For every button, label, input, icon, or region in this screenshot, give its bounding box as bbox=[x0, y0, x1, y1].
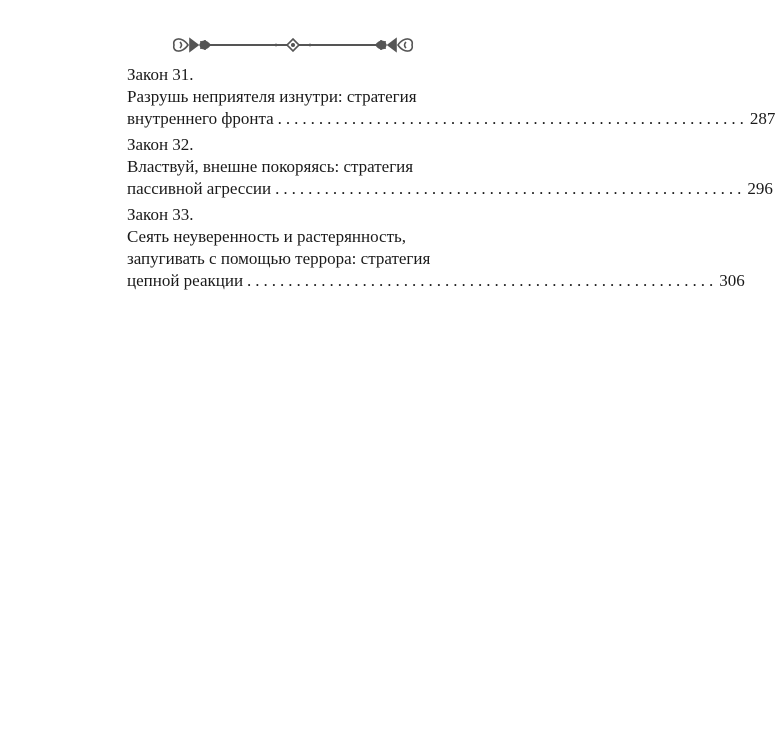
dot-leader: ......................................................... bbox=[247, 271, 718, 290]
page-number: 287 bbox=[749, 109, 775, 128]
law-number: Закон 31. bbox=[127, 65, 194, 84]
dot-leader: ......................................................... bbox=[277, 109, 748, 128]
chapter-title-line: Сеять неуверенность и растерянность, bbox=[127, 227, 407, 246]
law-number: Закон 32. bbox=[127, 135, 194, 154]
chapter-title-last-line bbox=[127, 270, 745, 292]
toc-entry-law-33[interactable] bbox=[127, 204, 745, 292]
chapter-title-last-line bbox=[127, 108, 775, 130]
chapter-title-line: Властвуй, внешне покоряясь: стратегия bbox=[127, 157, 414, 176]
chapter-title-line: Разрушь неприятеля изнутри: стратегия bbox=[127, 87, 417, 106]
chapter-title-text: внутреннего фронта bbox=[127, 109, 274, 128]
chapter-title-text: цепной реакции bbox=[127, 271, 244, 290]
toc-entry-law-31[interactable] bbox=[127, 64, 775, 130]
chapter-title-line: запугивать с помощью террора: стратегия bbox=[127, 249, 431, 268]
page-number: 296 bbox=[747, 179, 773, 198]
chapter-title-last-line bbox=[127, 178, 773, 200]
table-of-contents bbox=[127, 64, 775, 296]
scroll-ornament-icon bbox=[168, 32, 418, 58]
dot-leader: ......................................................... bbox=[275, 179, 746, 198]
law-number: Закон 33. bbox=[127, 205, 194, 224]
page-number: 306 bbox=[719, 271, 745, 290]
toc-entry-law-32[interactable] bbox=[127, 134, 773, 200]
chapter-title-text: пассивной агрессии bbox=[127, 179, 272, 198]
